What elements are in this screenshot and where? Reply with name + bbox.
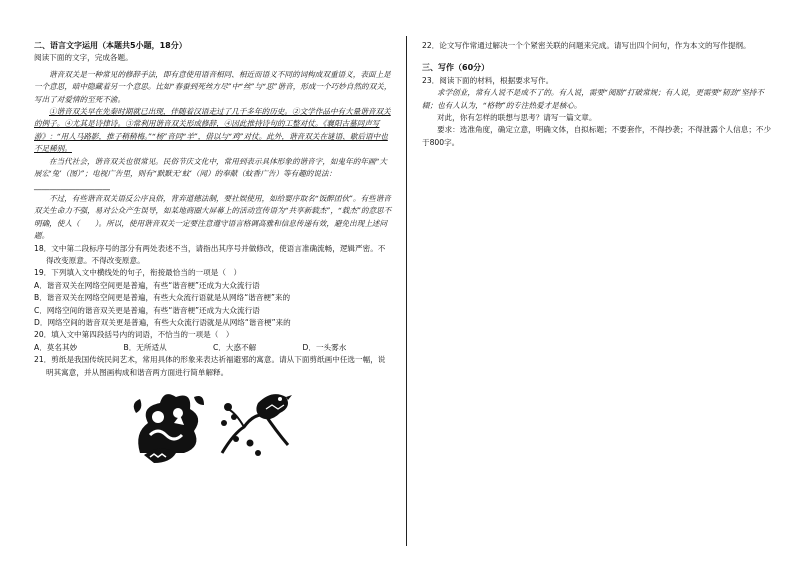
- question-21: 21．剪纸是我国传统民间艺术，常用具体的形象来表达祈福避邪的寓意。请从下面剪纸画中任选一幅，说明其寓意，并从图画构成和谐音两方面进行简单解释。: [34, 355, 386, 377]
- left-column: [34, 40, 392, 473]
- writing-requirements: 要求：选准角度，确定立意，明确文体，自拟标题；不要套作，不得抄袭；不得泄露个人信息；不少于800字。: [422, 125, 772, 147]
- question-22: 22．论文写作常通过解决一个个紧密关联的问题来完成。请写出四个问句，作为本文的写作提纲。: [422, 41, 751, 50]
- answer-blank-line: ____________________: [34, 181, 110, 191]
- question-18: 18．文中第二段标序号的部分有两处表述不当，请指出其序号并做修改，使语言准确流畅，逻辑严密。不得改变原意。不得改变原意。: [34, 243, 386, 265]
- writing-prompt: 对此，你有怎样的联想与思考？请写一篇文章。: [437, 113, 597, 123]
- q19-option-c: C．网络空间的谐音双关更是普遍，有些“谐音梗”还成为大众流行语: [34, 305, 260, 315]
- passage-paragraph-1: 谐音双关是一种常见的修辞手法，即有意使用语音相同、相近而语义不同的词构成双重语义，表面上是一个意思，暗中隐藏着另一个意思。比如“春蚕到死丝方尽”中“丝”与“思”谐音，形成一个巧妙自然的双关，写出了对爱情的至死不渝。: [34, 69, 392, 104]
- papercut-images: [34, 383, 392, 473]
- question-20: 20．填入文中第四段括号内的词语，不恰当的一项是（ ）: [34, 330, 234, 340]
- section-3-title: 三、写作（60分）: [422, 63, 490, 73]
- question-23: 23．阅读下面的材料，根据要求写作。: [422, 75, 554, 85]
- q20-option-b: B．无所适从: [123, 342, 167, 352]
- passage-paragraph-4: 不过，有些谐音双关语反公序良俗，背弃道德法制，要社娱使用，如给婴序取名“饭醉团伙”。有些谐音双关生命力不强，易对公众产生误导，如某地商圈大屏幕上的活动宣传语为“共享新载杰”，“载杰”的意思不明确，使人（ ）。所以，使用谐音双关一定要注意遵守语言格调高雅和信息传递有效，避免出现上述问题。: [34, 193, 392, 241]
- column-divider: [406, 36, 407, 546]
- passage-paragraph-2: ①谐音双关早在先秦时期就已出现，伴随着汉语走过了几千多年的历史。②文学作品中有大量谐音双关的例子。④尤其是诗律诗。③常利用谐音双关形成修辞，④因此推持诗句的工整对仗。《襄阳古墓同声写游》：“用人马路影，推子稍稍梅。”“杨”音同“羊”，借以与“鸡”对仗。此外，谐音双关在谜语、歇后语中也不足稀别。: [34, 107, 391, 154]
- q19-option-a: A．谐音双关在网络空间更是普遍，有些“谐音梗”还成为大众流行语: [34, 280, 260, 290]
- q20-options: [34, 342, 392, 354]
- q20-option-a: A．莫名其妙: [34, 342, 78, 352]
- section-2-title: 二、语言文字运用（本题共5小题，18分）: [34, 41, 187, 50]
- passage-paragraph-3: 在当代社会，谐音双关也很常见。民俗节庆文化中，常用到表示具体形象的谐音字，如鬼年的年画“大展宏‘兔’（图）”；电视广告里，则有“默默无‘蚊’（闻）的奉献（蚊香广告）等有趣的说法：: [34, 156, 388, 179]
- question-19: 19．下列填入文中横线处的句子，衔接最恰当的一项是（ ）: [34, 268, 242, 278]
- q19-option-b: B．谐音双关在网络空间更是普遍，有些大众流行语就是从网络“谐音梗”来的: [34, 293, 291, 303]
- papercut-lotus-fish-image: [130, 383, 208, 465]
- writing-material: 求学创业，常有人说不是成不了的。有人说，需要“阅励”打破常规；有人说，更需要“韧劲”坚持不辍；也有人认为，“格物”的专注热爱才是核心。: [422, 88, 764, 110]
- reading-instruction: 阅读下面的文字，完成各题。: [34, 53, 133, 63]
- q20-option-d: D．一头雾水: [302, 342, 347, 352]
- papercut-magpie-plum-image: [214, 383, 294, 465]
- right-column: [422, 40, 772, 149]
- q19-option-d: D．网络空间的谐音双关更是普遍，有些大众流行语就是从网络“谐音梗”来的: [34, 317, 291, 327]
- q20-option-c: C．大惑不解: [213, 342, 257, 352]
